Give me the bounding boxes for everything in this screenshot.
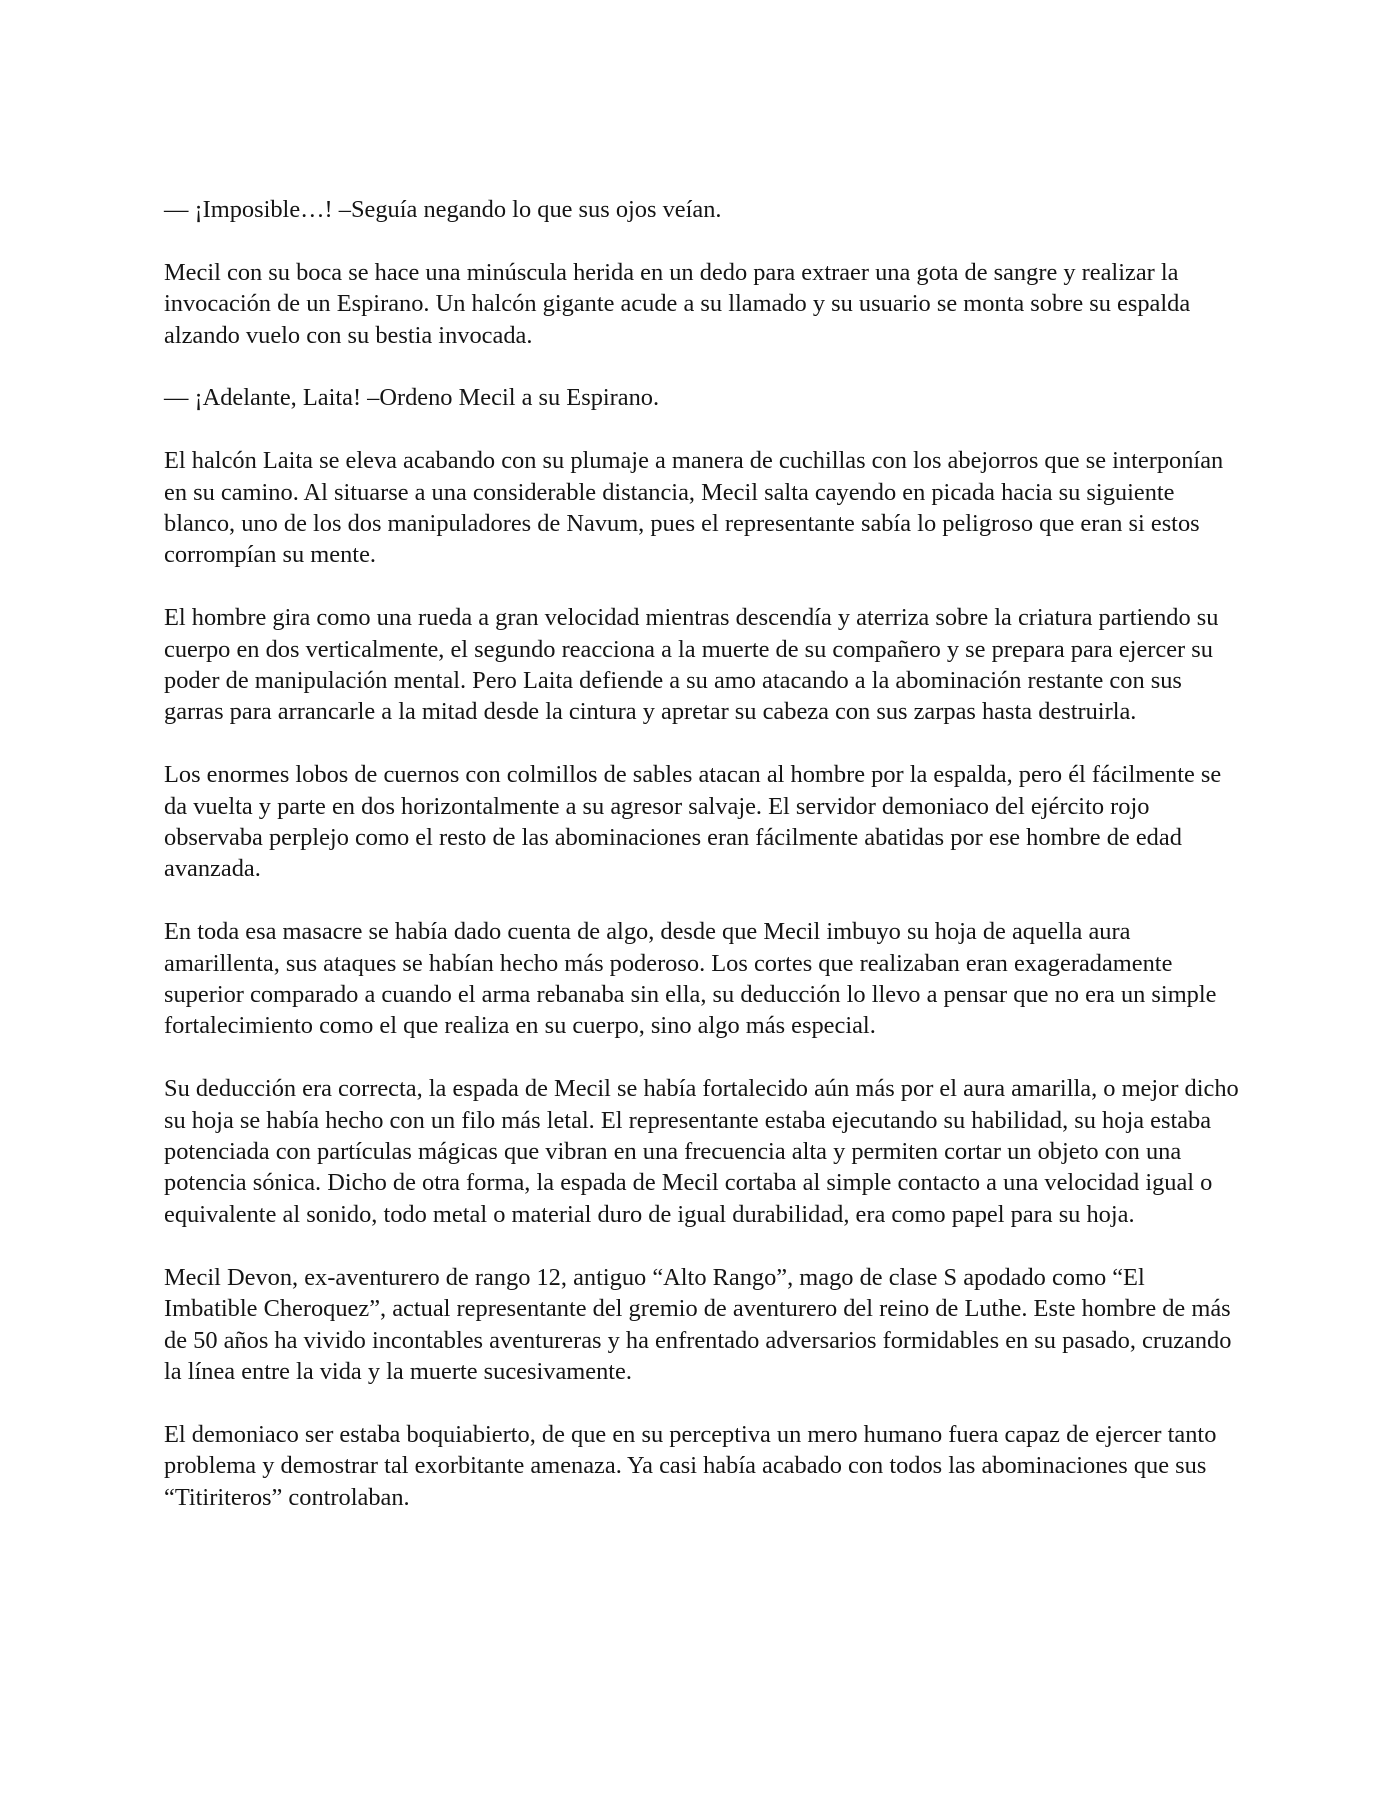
paragraph-wheel-spin: El hombre gira como una rueda a gran velocidad mientras descendía y aterriza sobre la criatura partiendo su cuerpo en dos verticalmente, el segundo reacciona a la muerte de su compañero y se prepara para ejercer su poder de manipulación mental. Pero Laita defiende a su amo atacando a la abominación restante con sus garras para arrancarle a la mitad desde la cintura y apretar su cabeza con sus zarpas hasta destruirla. (164, 604, 1219, 726)
paragraph-dialogue-imposible: — ¡Imposible…! –Seguía negando lo que sus ojos veían. (164, 196, 722, 223)
paragraph-dialogue-adelante: — ¡Adelante, Laita! –Ordeno Mecil a su Espirano. (164, 384, 660, 412)
paragraph-mecil-devon: Mecil Devon, ex-aventurero de rango 12, antiguo “Alto Rango”, mago de clase S apodado como “El Imbatible Cheroquez”, actual representante del gremio de aventurero del reino de Luthe. Este hombre de más de 50 años ha vivido incontables aventureras y ha enfrentado adversarios formidables en su pasado, cruzando la línea entre la vida y la muerte sucesivamente. (164, 1263, 1232, 1385)
paragraph-invocation: Mecil con su boca se hace una minúscula herida en un dedo para extraer una gota de sangre y realizar la invocación de un Espirano. Un halcón gigante acude a su llamado y su usuario se monta sobre su espalda alzando vuelo con su bestia invocada. (164, 258, 1191, 349)
paragraph-deduction: Su deducción era correcta, la espada de Mecil se había fortalecido aún más por el aura amarilla, o mejor dicho su hoja se había hecho con un filo más letal. El representante estaba ejecutando su habilidad, su hoja estaba potenciada con partículas mágicas que vibran en una frecuencia alta y permiten cortar un objeto con una potencia sónica. Dicho de otra forma, la espada de Mecil cortaba al simple contacto a una velocidad igual o equivalente al sonido, todo metal o material duro de igual durabilidad, era como papel para su hoja. (164, 1075, 1239, 1228)
document-body (164, 194, 1244, 1544)
paragraph-yellow-aura: En toda esa masacre se había dado cuenta de algo, desde que Mecil imbuyo su hoja de aquella aura amarillenta, sus ataques se habían hecho más poderoso. Los cortes que realizaban eran exageradamente superior comparado a cuando el arma rebanaba sin ella, su deducción lo llevo a pensar que no era un simple fortalecimiento como el que realiza en su cuerpo, sino algo más especial. (164, 918, 1217, 1040)
paragraph-wolves: Los enormes lobos de cuernos con colmillos de sables atacan al hombre por la espalda, pero él fácilmente se da vuelta y parte en dos horizontalmente a su agresor salvaje. El servidor demoniaco del ejército rojo observaba perplejo como el resto de las abominaciones eran fácilmente abatidas por ese hombre de edad avanzada. (164, 761, 1222, 883)
paragraph-demon-astonished: El demoniaco ser estaba boquiabierto, de que en su perceptiva un mero humano fuera capaz de ejercer tanto problema y demostrar tal exorbitante amenaza. Ya casi había acabado con todos las abominaciones que sus “Titiriteros” controlaban. (164, 1420, 1217, 1511)
paragraph-laita-attack: El halcón Laita se eleva acabando con su plumaje a manera de cuchillas con los abejorros que se interponían en su camino. Al situarse a una considerable distancia, Mecil salta cayendo en picada hacia su siguiente blanco, uno de los dos manipuladores de Navum, pues el representante sabía lo peligroso que eran si estos corrompían su mente. (164, 447, 1224, 569)
